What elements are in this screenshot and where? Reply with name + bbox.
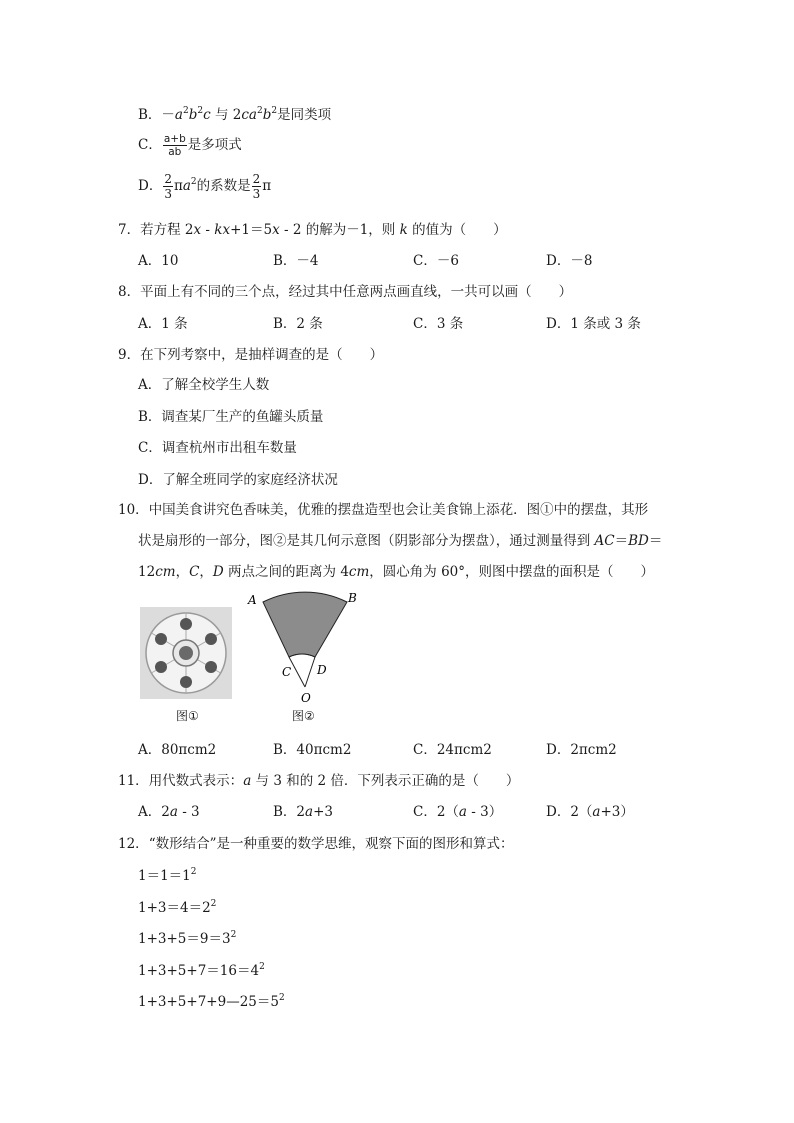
exponent: 2 — [271, 106, 278, 116]
q11-option-b — [273, 800, 333, 820]
q10-stem-line3 — [138, 560, 654, 580]
question-number: 10． — [118, 502, 149, 518]
q9-stem — [118, 343, 383, 363]
exponent: 2 — [259, 962, 265, 972]
var-ac: AC — [594, 533, 615, 549]
q9-option-a: A．了解全校学生人数 — [138, 377, 270, 393]
q12-equation-3 — [138, 927, 236, 947]
q12-equation-5 — [138, 990, 285, 1010]
text-segment: ＝ — [648, 533, 663, 549]
pi-symbol: π — [262, 178, 272, 194]
text-segment: 两点之间的距离为 4 — [223, 564, 349, 580]
text-segment: ， — [175, 564, 190, 580]
q11-option-d — [546, 800, 634, 820]
denominator: 3 — [252, 187, 261, 201]
equation-base: 1+3+5＝9＝3 — [138, 931, 231, 947]
option-suffix: +3 — [313, 804, 333, 820]
question-text: “数形结合”是一种重要的数学思维，观察下面的图形和算式： — [148, 836, 514, 852]
text-segment: ， — [199, 564, 213, 580]
text-segment: 12 — [138, 564, 156, 580]
q7-option-a: A．10 — [138, 253, 179, 269]
q10-stem-line1 — [118, 498, 648, 518]
exponent: 2 — [278, 993, 285, 1003]
text-segment: 是多项式 — [187, 137, 242, 153]
text-segment: 状是扇形的一部分，图②是其几何示意图（阴影部分为摆盘），通过测量得到 — [138, 533, 595, 549]
text-segment: - 2 的解为－1，则 — [279, 222, 400, 238]
q10-option-b: B．40πcm2 — [273, 742, 352, 758]
q12-equation-4 — [138, 959, 265, 979]
minus-sign: － — [161, 107, 175, 123]
text-segment: 与 2 — [210, 107, 242, 123]
figure-1-photo — [140, 607, 232, 699]
exponent: 2 — [197, 106, 204, 116]
q11-option-c — [413, 800, 502, 820]
var-ca: ca — [241, 107, 257, 123]
q6-option-c — [138, 133, 242, 158]
q8-option-b: B．2 条 — [273, 316, 323, 332]
var-a: a — [592, 804, 601, 820]
option-letter: B． — [138, 107, 162, 123]
figure-1-caption: 图① — [176, 709, 199, 723]
q12-equation-1 — [138, 864, 197, 884]
text-segment: 的系数是 — [196, 178, 251, 194]
label-d: D — [317, 663, 327, 677]
q11-option-a — [138, 800, 200, 820]
exponent: 2 — [256, 106, 263, 116]
figure-2-diagram — [240, 588, 360, 706]
var-c: c — [203, 107, 211, 123]
equation-base: 1+3+5+7＝16＝4 — [138, 963, 260, 979]
option-prefix: D．2（ — [546, 804, 593, 820]
label-o: O — [301, 691, 311, 705]
q7-option-b: B．－4 — [273, 253, 319, 269]
question-number: 8． — [118, 284, 141, 300]
equation-base: 1+3＝4＝2 — [138, 900, 211, 916]
var-x: x — [272, 222, 280, 238]
var-b: b — [262, 107, 272, 123]
question-number: 7． — [118, 222, 141, 238]
text-segment: +1＝5 — [230, 222, 273, 238]
var-a: a — [169, 804, 178, 820]
q10-stem-line2 — [138, 529, 662, 549]
option-suffix: - 3） — [466, 804, 503, 820]
q10-option-d: D．2πcm2 — [546, 742, 617, 758]
var-k: k — [399, 222, 408, 238]
exponent: 2 — [230, 930, 237, 940]
var-b: b — [188, 107, 198, 123]
question-text: 在下列考察中，是抽样调查的是（ ） — [140, 347, 384, 363]
label-b: B — [348, 591, 357, 605]
unit-cm: cm — [348, 564, 370, 580]
text-segment: - — [201, 222, 215, 238]
q11-stem — [118, 769, 519, 789]
fraction — [252, 173, 262, 200]
label-a: A — [248, 593, 257, 607]
pi-symbol: π — [173, 178, 183, 194]
q10-option-c: C．24πcm2 — [413, 742, 492, 758]
denominator: ab — [168, 146, 182, 158]
q7-option-d: D．－8 — [546, 253, 593, 269]
question-text: 平面上有不同的三个点，经过其中任意两点画直线，一共可以画（ ） — [140, 284, 573, 300]
option-suffix: - 3 — [177, 804, 200, 820]
var-a: a — [458, 804, 467, 820]
var-a: a — [182, 178, 191, 194]
denominator: 3 — [164, 187, 172, 201]
q9-option-b: B．调查某厂生产的鱼罐头质量 — [138, 409, 324, 425]
q8-option-a: A．1 条 — [138, 316, 188, 332]
equation-base: 1＝1＝1 — [138, 868, 191, 884]
q7-stem — [118, 218, 507, 238]
var-bd: BD — [628, 533, 649, 549]
var-kx: kx — [214, 222, 231, 238]
text-segment: ，圆心角为 60°，则图中摆盘的面积是（ ） — [369, 564, 655, 580]
q12-equation-2 — [138, 896, 216, 916]
equation-base: 1+3+5+7+9—25＝5 — [138, 994, 279, 1010]
var-a: a — [243, 773, 252, 789]
q6-option-b — [138, 103, 331, 123]
label-c: C — [282, 665, 292, 679]
unit-cm: cm — [155, 564, 176, 580]
option-prefix: A．2 — [138, 804, 170, 820]
text-segment: 是同类项 — [277, 107, 332, 123]
text-segment: ＝ — [614, 533, 629, 549]
var-a: a — [174, 107, 183, 123]
text-segment: 与 3 和的 2 倍．下列表示正确的是（ ） — [251, 773, 520, 789]
option-suffix: +3） — [600, 804, 634, 820]
var-x: x — [193, 222, 202, 238]
q9-option-c: C．调查杭州市出租车数量 — [138, 440, 297, 456]
var-d: D — [212, 564, 224, 580]
question-number: 11． — [118, 773, 149, 789]
figure-2-caption: 图② — [292, 709, 315, 723]
exponent: 2 — [190, 177, 197, 187]
option-prefix: C．2（ — [413, 804, 459, 820]
exponent: 2 — [210, 899, 217, 909]
q9-option-d: D．了解全班同学的家庭经济状况 — [138, 472, 338, 488]
question-number: 12． — [118, 836, 149, 852]
numerator: 2 — [164, 172, 172, 186]
numerator: a+b — [163, 132, 186, 145]
plate-illustration — [140, 607, 232, 699]
fraction — [163, 173, 173, 200]
var-a: a — [305, 804, 314, 820]
text-segment: 若方程 2 — [140, 222, 194, 238]
q8-stem — [118, 280, 572, 300]
q12-stem — [118, 832, 514, 852]
exponent: 2 — [190, 867, 197, 877]
var-c: C — [189, 564, 200, 580]
q10-option-a: A．80πcm2 — [138, 742, 217, 758]
q8-option-c: C．3 条 — [413, 316, 464, 332]
q8-option-d: D．1 条或 3 条 — [546, 316, 641, 332]
q6-option-d — [138, 173, 271, 200]
question-number: 9． — [118, 347, 141, 363]
text-segment: 用代数式表示： — [148, 773, 244, 789]
numerator: 2 — [252, 172, 261, 186]
question-text: 中国美食讲究色香味美，优雅的摆盘造型也会让美食锦上添花．图①中的摆盘，其形 — [148, 502, 649, 518]
text-segment: 的值为（ ） — [407, 222, 507, 238]
fraction — [163, 134, 187, 158]
q7-option-c: C．－6 — [413, 253, 459, 269]
option-prefix: B．2 — [273, 804, 306, 820]
option-letter: D． — [138, 178, 163, 194]
option-letter: C． — [138, 137, 162, 153]
exponent: 2 — [182, 106, 189, 116]
sector-diagram — [240, 588, 360, 706]
